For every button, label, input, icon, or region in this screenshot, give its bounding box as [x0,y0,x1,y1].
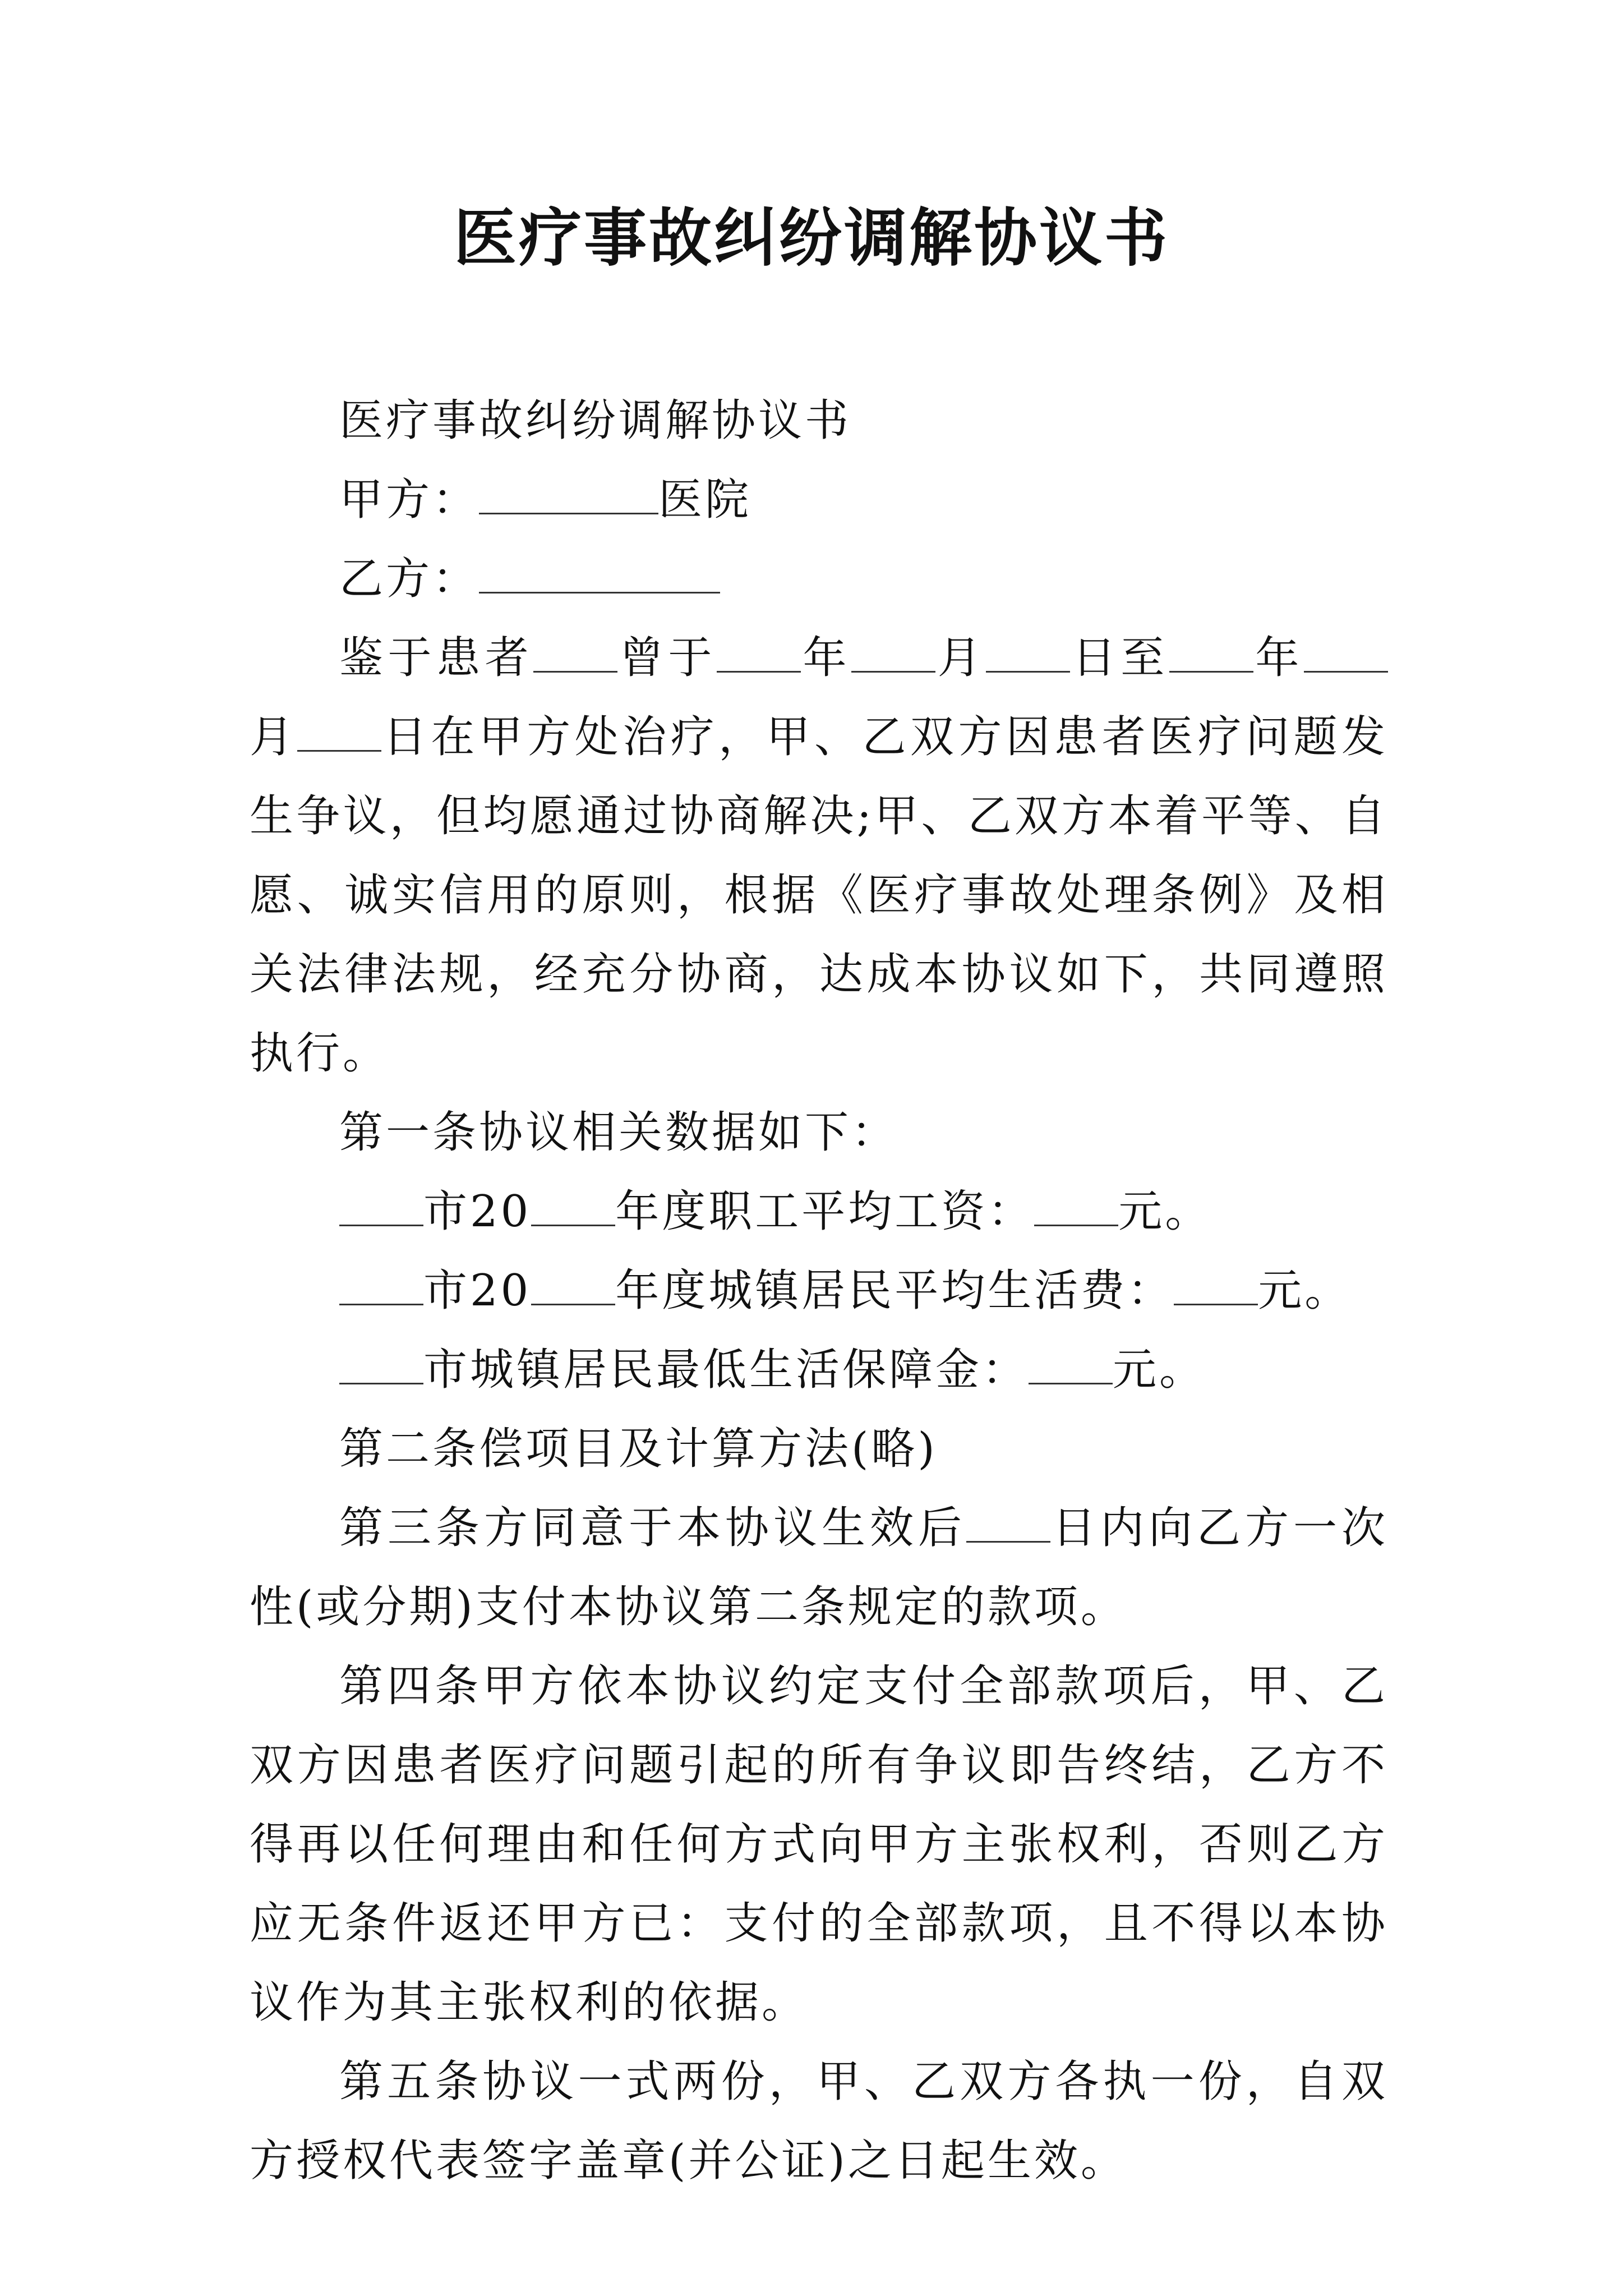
article-4-text: 第四条甲方依本协议约定支付全部款项后，甲、乙双方因患者医疗问题引起的所有争议即告终结，乙方不得再以任何理由和任何方式向甲方主张权利，否则乙方应无条件返还甲方已：支付的全部款项，且不得以本协议作为其主张权利的依据。 [250,1661,1388,2028]
article-4 [250,1647,1388,2042]
data-1-text-b: 年度职工平均工资： [615,1186,1035,1237]
subtitle-paragraph [250,381,1388,461]
intro-text-3: 年 [800,633,852,683]
start-day-blank [986,637,1070,673]
data-2-text-c: 元。 [1258,1266,1352,1316]
party-a-label: 甲方： [339,475,479,525]
party-b-paragraph [250,540,1388,619]
intro-text-4: 月 [935,633,986,683]
article-5-text: 第五条协议一式两份，甲、乙双方各执一份，自双方授权代表签字盖章(并公证)之日起生效。 [250,2056,1388,2186]
article-3 [250,1489,1388,1647]
end-month-blank [1304,637,1388,673]
data-line-3 [250,1331,1388,1410]
data-1-text-a: 市20 [423,1186,532,1237]
amount-blank-3 [1029,1349,1113,1384]
year-blank-1 [531,1191,615,1226]
party-a-blank [479,479,658,514]
article-3-text-a: 第三条方同意于本协议生效后 [339,1503,966,1553]
start-month-blank [851,637,935,673]
start-year-blank [717,637,801,673]
year-blank-2 [531,1270,615,1305]
data-2-text-b: 年度城镇居民平均生活费： [615,1266,1174,1316]
end-day-blank [297,716,381,752]
party-b-label: 乙方： [339,554,479,604]
article-2-text: 第二条偿项目及计算方法(略) [339,1424,938,1474]
subtitle: 医疗事故纠纷调解协议书 [339,395,852,446]
intro-text-7: 月 [250,712,298,762]
document-title: 医疗事故纠纷调解协议书 [454,201,1169,275]
intro-text-6: 年 [1253,633,1304,683]
article-1-text: 第一条协议相关数据如下： [339,1107,898,1158]
intro-paragraph [250,619,1388,1093]
end-year-blank [1169,637,1253,673]
amount-blank-2 [1174,1270,1258,1305]
intro-text-1: 鉴于患者 [339,633,534,683]
document-body [250,381,1388,2201]
patient-blank [533,637,617,673]
party-a-suffix: 医院 [658,475,752,525]
city-blank-1 [339,1191,423,1226]
days-blank [966,1507,1050,1543]
data-3-text-b: 元。 [1113,1345,1206,1395]
article-2 [250,1410,1388,1489]
party-a-paragraph [250,461,1388,540]
data-line-2 [250,1251,1388,1331]
data-line-1 [250,1172,1388,1251]
intro-text-5: 日至 [1070,633,1169,683]
data-2-text-a: 市20 [423,1266,532,1316]
amount-blank-1 [1034,1191,1118,1226]
city-blank-2 [339,1270,423,1305]
article-1 [250,1093,1388,1172]
article-5 [250,2042,1388,2201]
intro-text-2: 曾于 [617,633,717,683]
city-blank-3 [339,1349,423,1384]
data-3-text-a: 市城镇居民最低生活保障金： [423,1345,1029,1395]
party-b-blank [479,558,720,593]
article-3-text-b: 日内向乙方一次性(或分期)支付本协议第二条规定的款项。 [250,1503,1388,1632]
data-1-text-c: 元。 [1118,1186,1212,1237]
intro-text-8: 日在甲方处治疗，甲、乙双方因患者医疗问题发生争议，但均愿通过协商解决;甲、乙双方本着平等、自愿、诚实信用的原则，根据《医疗事故处理条例》及相关法律法规，经充分协商，达成本协议如下，共同遵照执行。 [250,712,1388,1079]
